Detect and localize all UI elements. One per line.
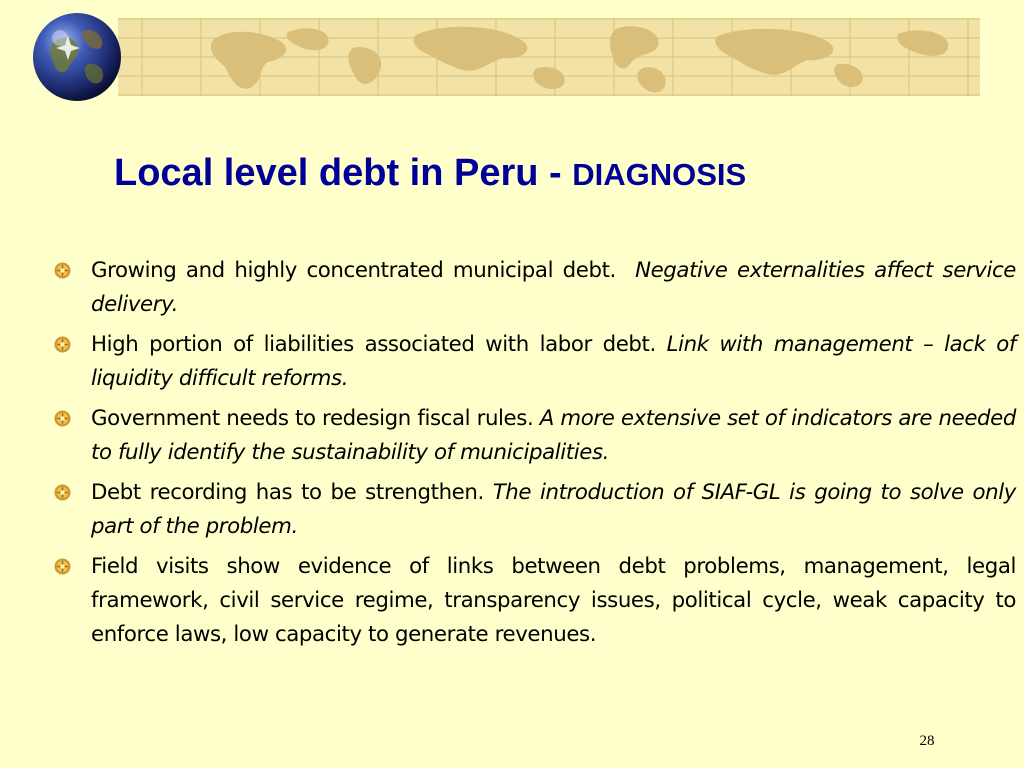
bullet-italic-text: A more extensive set of indicators are needed to fully identify the sustainability of municipalities. — [91, 406, 1016, 465]
slide-title — [114, 152, 914, 195]
sun-bullet-icon — [54, 484, 71, 501]
bullet-item — [54, 476, 1016, 544]
title-suffix: DIAGNOSIS — [572, 157, 747, 192]
bullet-text: Government needs to redesign fiscal rules. — [91, 406, 534, 431]
sun-bullet-icon — [54, 262, 71, 279]
sun-bullet-icon — [54, 410, 71, 427]
world-map-banner — [118, 18, 980, 96]
sun-bullet-icon — [54, 336, 71, 353]
bullet-text: Debt recording has to be strengthen. — [91, 480, 484, 505]
bullet-italic-text: Negative externalities affect service delivery. — [91, 258, 1016, 317]
bullet-text: Growing and highly concentrated municipal debt. — [91, 258, 616, 283]
bullet-item — [54, 254, 1016, 322]
page-number: 28 — [919, 733, 935, 749]
bullet-italic-text: Link with management – lack of liquidity difficult reforms. — [91, 332, 1016, 391]
bullet-item — [54, 402, 1016, 470]
bullet-text: High portion of liabilities associated with labor debt. — [91, 332, 656, 357]
bullet-text: Field visits show evidence of links between debt problems, management, legal framework, civil service regime, transparency issues, political cycle, weak capacity to enforce laws, low capacity to generate revenues. — [91, 554, 1016, 647]
sun-bullet-icon — [54, 558, 71, 575]
bullet-italic-text: The introduction of SIAF-GL is going to solve only part of the problem. — [91, 480, 1017, 539]
bullet-item — [54, 550, 1016, 652]
title-main: Local level debt in Peru - — [114, 152, 573, 194]
bullet-list — [54, 254, 1016, 658]
globe-icon — [32, 12, 122, 102]
bullet-item — [54, 328, 1016, 396]
